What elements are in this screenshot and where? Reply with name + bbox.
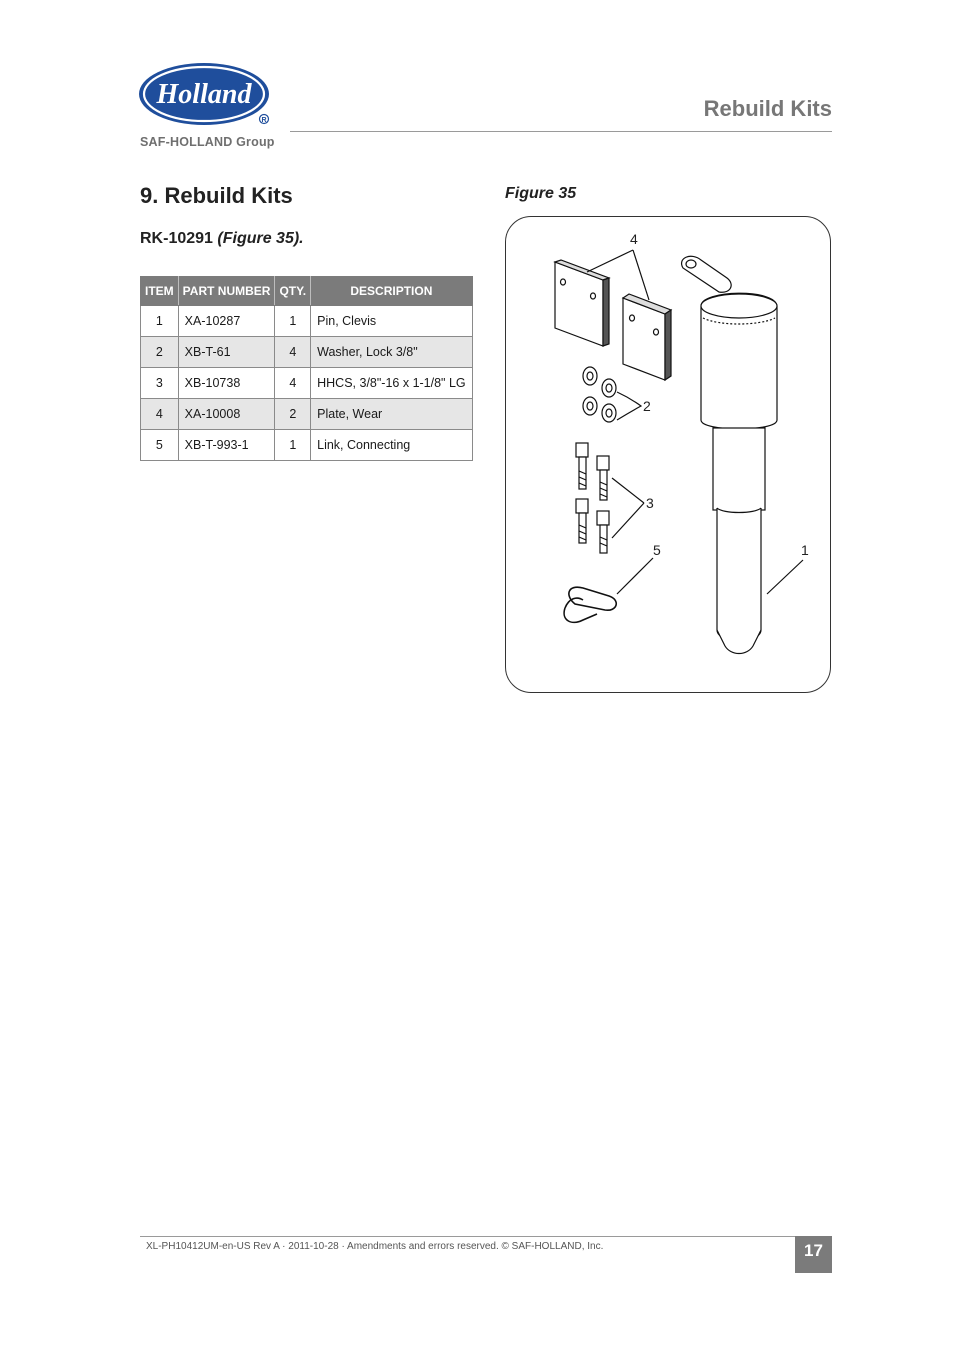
- cell-description: Plate, Wear: [311, 399, 473, 430]
- table-row: [141, 399, 473, 430]
- header-title: Rebuild Kits: [703, 96, 832, 121]
- table-row: [141, 368, 473, 399]
- cell-item: 2: [141, 337, 179, 368]
- exploded-parts-illustration: [505, 216, 831, 693]
- table-row: [141, 430, 473, 461]
- wear-plate-illustration: [555, 260, 671, 380]
- cell-qty: 2: [275, 399, 311, 430]
- table-row: [141, 337, 473, 368]
- group-name: SAF-HOLLAND Group: [140, 135, 275, 149]
- svg-text:R: R: [261, 117, 267, 124]
- page-number: 17: [795, 1236, 832, 1273]
- cell-part-number: XA-10287: [178, 306, 275, 337]
- lock-washer-illustration: [583, 367, 616, 422]
- cell-part-number: XB-10738: [178, 368, 275, 399]
- section-title: 9. Rebuild Kits: [140, 183, 293, 208]
- parts-table: [140, 276, 473, 461]
- cell-description: Pin, Clevis: [311, 306, 473, 337]
- cell-item: 1: [141, 306, 179, 337]
- col-header-description: DESCRIPTION: [311, 277, 473, 306]
- clevis-pin-illustration: [682, 256, 777, 653]
- footer-divider: [140, 1236, 795, 1237]
- kit-subtitle: [140, 230, 304, 248]
- table-header-row: [141, 277, 473, 306]
- kit-figure-ref: (Figure 35).: [217, 230, 304, 247]
- cell-part-number: XA-10008: [178, 399, 275, 430]
- footer-text: XL-PH10412UM-en-US Rev A · 2011-10-28 · Amendments and errors reserved. © SAF-HOLLAND, Inc.: [146, 1241, 604, 1252]
- callout-2: 2: [643, 398, 651, 414]
- col-header-part-number: PART NUMBER: [178, 277, 275, 306]
- cell-item: 4: [141, 399, 179, 430]
- cell-part-number: XB-T-61: [178, 337, 275, 368]
- cell-description: Washer, Lock 3/8": [311, 337, 473, 368]
- header-divider: [290, 131, 832, 132]
- col-header-item: ITEM: [141, 277, 179, 306]
- cell-qty: 1: [275, 306, 311, 337]
- figure-title: Figure 35: [505, 185, 577, 202]
- table-row: [141, 306, 473, 337]
- cell-description: Link, Connecting: [311, 430, 473, 461]
- cell-qty: 4: [275, 337, 311, 368]
- cell-qty: 1: [275, 430, 311, 461]
- callout-1: 1: [801, 542, 809, 558]
- bolt-illustration: [576, 443, 609, 553]
- callout-4: 4: [630, 231, 638, 247]
- callout-5: 5: [653, 542, 661, 558]
- cell-qty: 4: [275, 368, 311, 399]
- callout-3: 3: [646, 495, 654, 511]
- cell-description: HHCS, 3/8"-16 x 1-1/8" LG: [311, 368, 473, 399]
- holland-logo: [138, 62, 274, 130]
- cell-item: 5: [141, 430, 179, 461]
- cell-part-number: XB-T-993-1: [178, 430, 275, 461]
- kit-number: RK-10291: [140, 230, 213, 247]
- cell-item: 3: [141, 368, 179, 399]
- col-header-qty: QTY.: [275, 277, 311, 306]
- connecting-link-illustration: [564, 587, 616, 622]
- logo-wordmark: Holland: [156, 79, 252, 110]
